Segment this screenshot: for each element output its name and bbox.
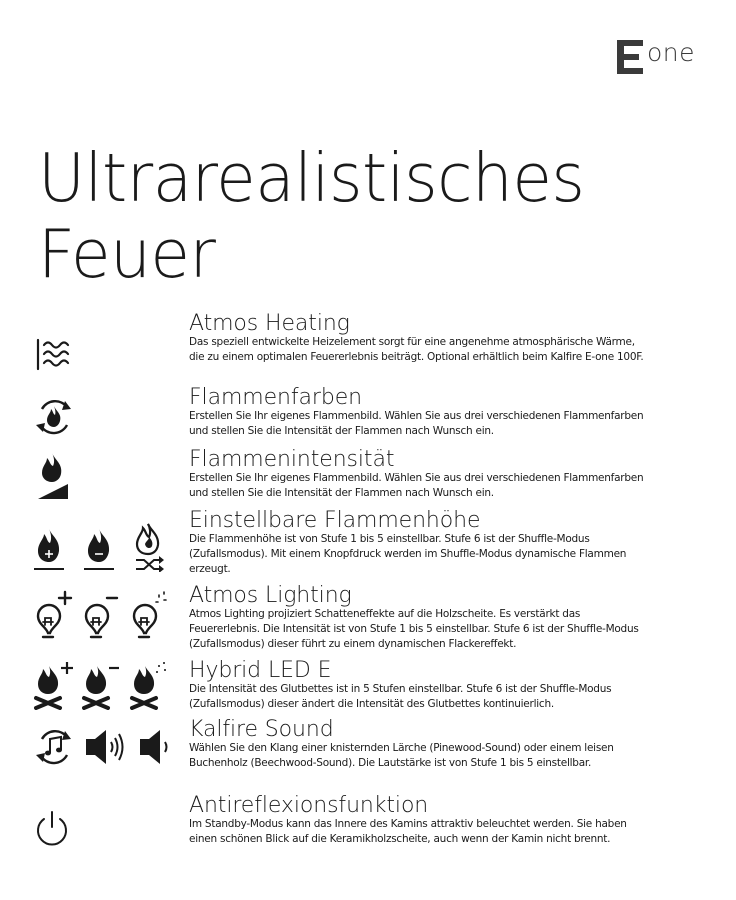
heat-waves-icon <box>32 335 72 375</box>
page-title-line2: Feuer <box>38 215 216 293</box>
feature-title: Flammenintensität <box>189 447 395 472</box>
feature-description: Im Standby-Modus kann das Innere des Kamins attraktiv beleuchtet werden. Sie haben einen schönen Blick auf die Keramikholzscheite, auch wenn der Kamin nicht brennt. <box>189 818 627 845</box>
flame-intensity-icon <box>32 451 72 501</box>
logo-e-mark <box>617 40 643 74</box>
feature-title: Einstellbare Flammenhöhe <box>189 508 481 533</box>
feature-description: Wählen Sie den Klang einer knisternden Lärche (Pinewood-Sound) oder einem leisen Buchenholz (Beechwood-Sound). Die Lautstärke ist von Stufe 1 bis 5 einstellbar. <box>189 742 614 769</box>
logo-text: one <box>647 38 696 67</box>
speaker-quiet-icon <box>136 725 176 769</box>
flame-minus-icon <box>82 526 116 572</box>
page-title <box>38 140 698 292</box>
power-icon <box>32 809 72 849</box>
ember-minus-icon <box>80 660 122 710</box>
feature-title: Hybrid LED E <box>189 658 332 683</box>
music-cycle-icon <box>32 725 76 769</box>
feature-description: Erstellen Sie Ihr eigenes Flammenbild. Wählen Sie aus drei verschiedenen Flammenfarben und stellen Sie die Intensität der Flammen nach Wunsch ein. <box>189 472 644 499</box>
ember-plus-icon <box>32 660 74 710</box>
bulb-minus-icon <box>80 589 122 643</box>
bulb-plus-icon <box>32 589 74 643</box>
feature-title: Atmos Heating <box>189 311 350 336</box>
flame-shuffle-icon <box>132 522 166 572</box>
feature-description: Das speziell entwickelte Heizelement sorgt für eine angenehme atmosphärische Wärme, die zu einem optimalen Feuererlebnis beiträgt. Optional erhältlich beim Kalfire E-one 100F. <box>189 336 644 363</box>
flame-plus-icon <box>32 526 66 572</box>
feature-title: Atmos Lighting <box>189 583 352 608</box>
ember-sparkle-icon <box>128 660 170 710</box>
feature-description: Die Flammenhöhe ist von Stufe 1 bis 5 einstellbar. Stufe 6 ist der Shuffle-Modus (Zufallsmodus). Mit einem Knopfdruck werden im Shuffle-Modus dynamische Flammen erzeugt. <box>189 533 627 575</box>
bulb-sparkle-icon <box>128 589 170 643</box>
feature-description: Erstellen Sie Ihr eigenes Flammenbild. Wählen Sie aus drei verschiedenen Flammenfarben und stellen Sie die Intensität der Flammen nach Wunsch ein. <box>189 410 644 437</box>
brand-logo <box>617 38 695 74</box>
feature-description: Atmos Lighting projiziert Schatteneffekte auf die Holzscheite. Es verstärkt das Feuererlebnis. Die Intensität ist von Stufe 1 bis 5 einstellbar. Stufe 6 ist der Shuffle-Modus (Zufallsmodus) dieser führt zu einem dynamischen Flackereffekt. <box>189 608 639 650</box>
speaker-loud-icon <box>82 725 128 769</box>
feature-title: Kalfire Sound <box>189 717 334 742</box>
feature-description: Die Intensität des Glutbettes ist in 5 Stufen einstellbar. Stufe 6 ist der Shuffle-Modus (Zufallsmodus) dieser ändert die Intensität des Glutbettes kontinuierlich. <box>189 683 612 710</box>
flame-color-cycle-icon <box>32 395 76 439</box>
page-title-line1: Ultrarealistisches <box>38 139 585 217</box>
feature-title: Flammenfarben <box>189 385 363 410</box>
feature-title: Antireflexionsfunktion <box>189 793 429 818</box>
